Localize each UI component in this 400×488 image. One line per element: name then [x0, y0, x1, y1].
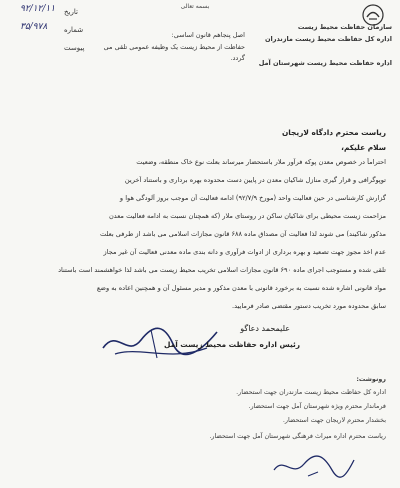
number-value: ۳۵/۹۷۸ [20, 22, 48, 32]
letter-line: عدم اخذ مجوز جهت تصعید و بهره برداری از ادوات فرآوری و دانه بندی ماده معدنی فعالیت آن غیر مجاز [103, 248, 386, 256]
letter-line: تلقی شده و مستوجب اجرای ماده ۶۹۰ قانون مجازات اسلامی تخریب محیط زیست می باشد لذا خواهشمند است باستناد [58, 266, 386, 274]
addressee: ریاست محترم دادگاه لاریجان [281, 128, 386, 137]
copy-recipient: ریاست محترم اداره میراث فرهنگی شهرستان آمل جهت استحضار. [209, 432, 386, 440]
provincial-office: اداره کل حفاظت محیط زیست مازندران [265, 35, 392, 43]
copy-recipient: اداره کل حفاظت محیط زیست مازندران جهت استحضار. [236, 388, 386, 396]
city-office: اداره حفاظت محیط زیست شهرستان آمل [258, 59, 392, 67]
basmala: بسمه تعالی [180, 3, 210, 10]
signer-title: رئیس اداره حفاظت محیط زیست آمل [164, 340, 300, 349]
signer-name: علیمحمد دعاگو [240, 324, 290, 333]
copies-heading: رونوشت: [356, 375, 386, 383]
constitution-principle-title: اصل پنجاهم قانون اساسی: [171, 31, 245, 39]
constitution-principle-text: حفاظت از محیط زیست یک وظیفه عمومی تلقی می گردد. [103, 43, 245, 62]
letter-line: مذکور شاکیند) می شوند لذا فعالیت آن مصداق ماده ۶۸۸ قانون مجازات اسلامی می باشد از طرفی بعلت [100, 230, 386, 238]
copy-recipient: فرماندار محترم ویژه شهرستان آمل جهت استحضار. [248, 402, 386, 410]
letter-line: مواد قانونی اشاره شده نسبت به برخورد قانونی با معدن مذکور و مدیر مسئول آن و همچنین اعاده به وضع [96, 284, 386, 292]
date-label: تاریخ [64, 8, 78, 16]
attachment-label: پیوست [64, 44, 85, 52]
letter-line: توپوگرافی و قرار گیری منازل شاکیان معدن در پایین دست محدوده بهره برداری و باستناد آخرین [124, 176, 386, 184]
initials-signature [268, 450, 358, 482]
letter-line: سابق محدوده مورد تخریب دستور مقتضی صادر فرمایید. [231, 302, 386, 310]
greeting: سلام علیکم، [341, 143, 386, 152]
copy-recipient: بخشدار محترم لاریجان جهت استحضار. [282, 416, 386, 424]
organization-name: سازمان حفاظت محیط زیست [297, 23, 392, 31]
number-label: شماره [64, 26, 84, 34]
letter-line: گزارش کارشناسی در حین فعالیت واحد (مورخ ۹۲/۷/۹) ادامه فعالیت آن موجب بروز آلودگی هوا و [119, 194, 386, 202]
letter-line: احتراماً در خصوص معدن پوکه فرآور ملار باستحضار میرساند بعلت نوع خاک منطقه، وضعیت [136, 158, 386, 166]
date-value: ۹۲/۱۲/۱۱ [20, 4, 56, 14]
letter-line: مزاحمت زیست محیطی برای شاکیان ساکن در روستای ملار (که همچنان نسبت به ادامه فعالیت معدن [108, 212, 386, 220]
